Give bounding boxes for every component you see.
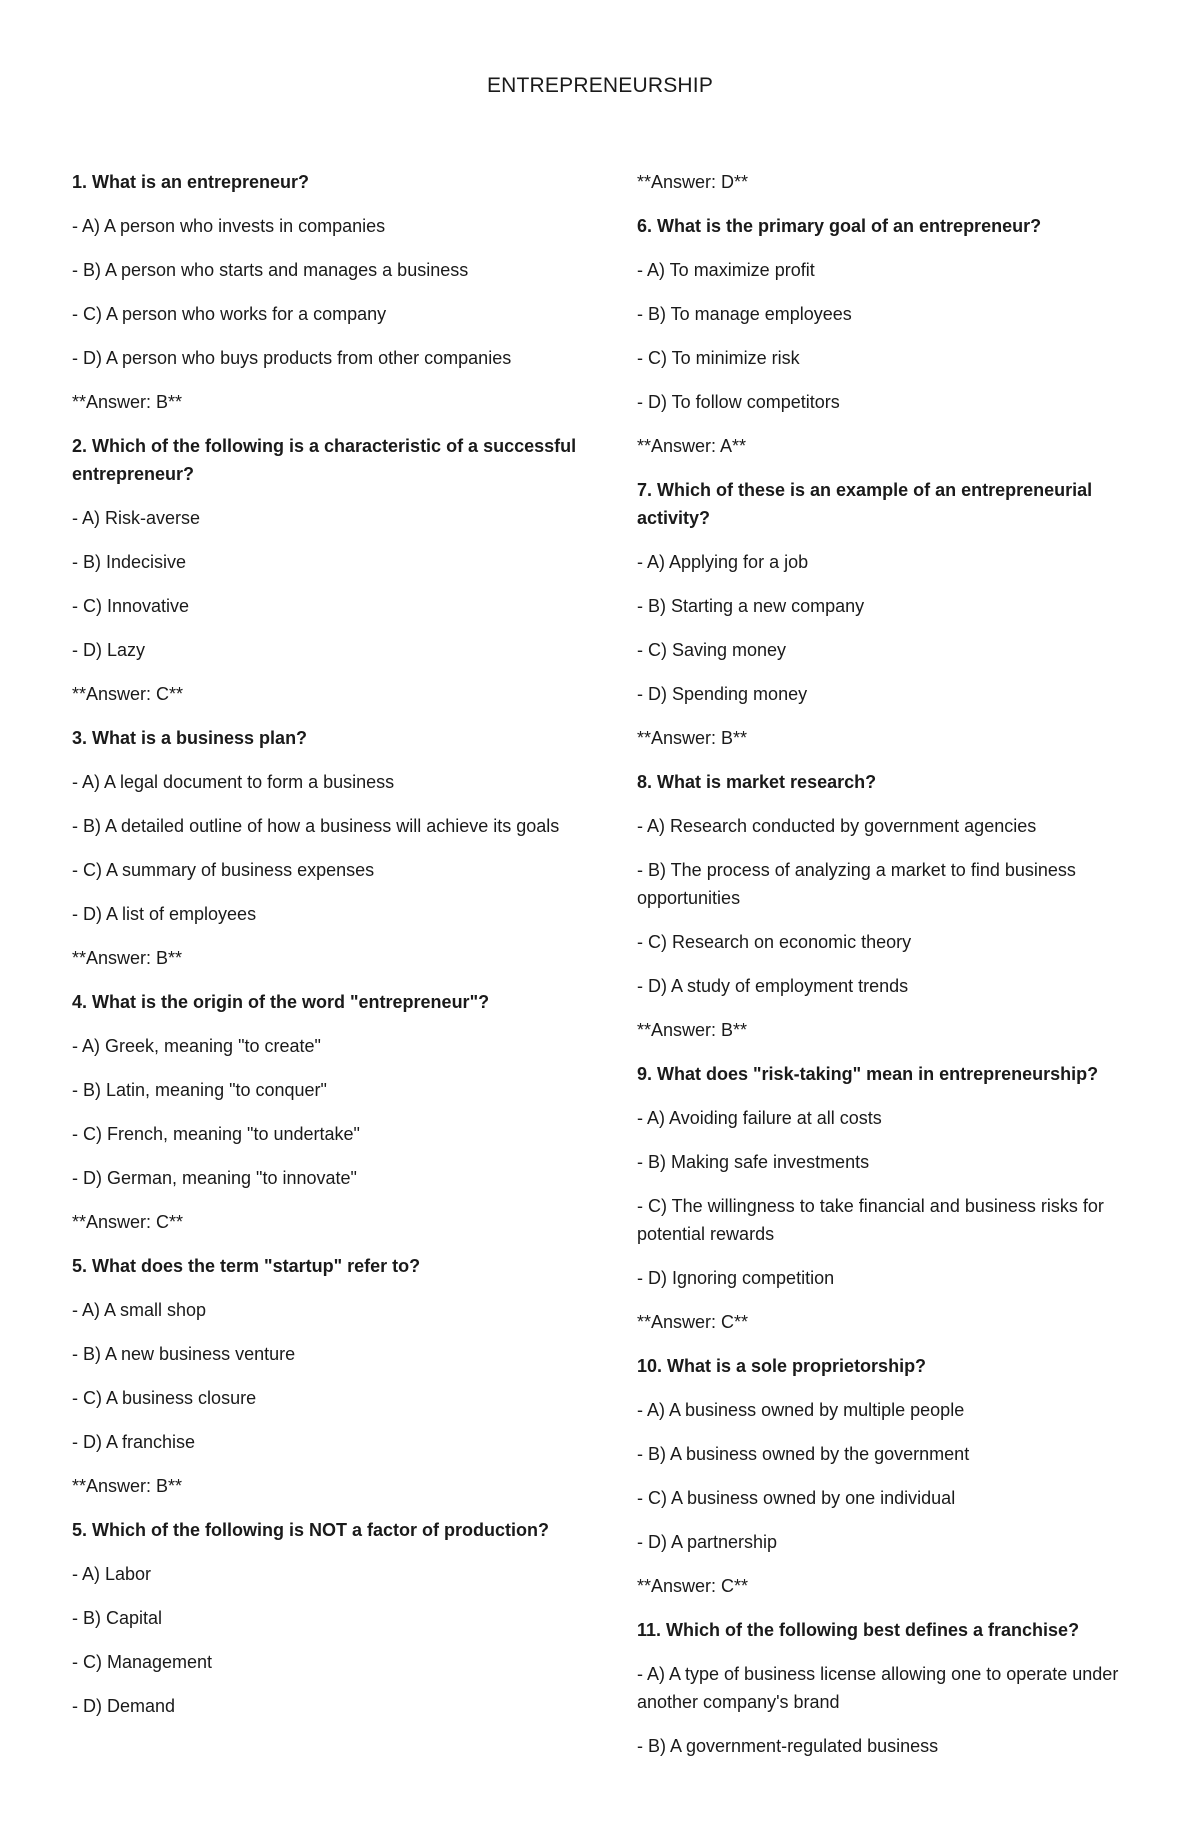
option-line: - B) A detailed outline of how a business will achieve its goals (72, 816, 560, 836)
option-line: - B) Making safe investments (637, 1152, 870, 1172)
option-line: - D) A study of employment trends (637, 976, 909, 996)
option-line: - B) A government-regulated business (637, 1736, 939, 1756)
left-column (72, 168, 582, 1736)
option-line: - A) Greek, meaning "to create" (72, 1036, 321, 1056)
option-line: - D) German, meaning "to innovate" (72, 1168, 357, 1188)
option-line: - B) A business owned by the government (637, 1444, 970, 1464)
right-column (637, 168, 1147, 1776)
option-line: - A) Research conducted by government agencies (637, 816, 1037, 836)
document-title: ENTREPRENEURSHIP (486, 74, 714, 97)
option-line: - B) A new business venture (72, 1344, 296, 1364)
option-line: - B) Latin, meaning "to conquer" (72, 1080, 327, 1100)
option-line: - D) To follow competitors (637, 392, 840, 412)
option-line: - C) A business owned by one individual (637, 1488, 956, 1508)
question-text: 5. What does the term "startup" refer to? (72, 1256, 421, 1276)
option-line: - C) Saving money (637, 640, 787, 660)
option-line: - A) Risk-averse (72, 508, 201, 528)
option-line: - D) A partnership (637, 1532, 778, 1552)
answer-line: **Answer: B** (72, 948, 183, 968)
question-text: 10. What is a sole proprietorship? (637, 1356, 927, 1376)
option-line: - C) To minimize risk (637, 348, 800, 368)
option-line: - A) A type of business license allowing one to operate under another company's brand (637, 1664, 1119, 1712)
option-line: - C) Innovative (72, 596, 190, 616)
question-text: 3. What is a business plan? (72, 728, 308, 748)
option-line: - C) A summary of business expenses (72, 860, 375, 880)
option-line: - C) The willingness to take financial and business risks for potential rewards (637, 1196, 1104, 1244)
question-text: 4. What is the origin of the word "entrepreneur"? (72, 992, 490, 1012)
option-line: - C) French, meaning "to undertake" (72, 1124, 360, 1144)
option-line: - A) Avoiding failure at all costs (637, 1108, 882, 1128)
option-line: - B) Starting a new company (637, 596, 865, 616)
question-text: 6. What is the primary goal of an entrepreneur? (637, 216, 1042, 236)
question-text: 1. What is an entrepreneur? (72, 172, 310, 192)
option-line: - B) A person who starts and manages a business (72, 260, 469, 280)
option-line: - B) To manage employees (637, 304, 852, 324)
option-line: - D) Demand (72, 1696, 176, 1716)
answer-line: **Answer: A** (637, 436, 747, 456)
option-line: - C) A business closure (72, 1388, 257, 1408)
answer-line: **Answer: C** (637, 1312, 749, 1332)
option-line: - D) A list of employees (72, 904, 257, 924)
answer-line: **Answer: B** (637, 728, 748, 748)
option-line: - A) A person who invests in companies (72, 216, 386, 236)
option-line: - C) A person who works for a company (72, 304, 387, 324)
option-line: - C) Research on economic theory (637, 932, 912, 952)
option-line: - A) A business owned by multiple people (637, 1400, 965, 1420)
option-line: - D) Ignoring competition (637, 1268, 835, 1288)
question-text: 7. Which of these is an example of an entrepreneurial activity? (637, 480, 1093, 528)
option-line: - C) Management (72, 1652, 213, 1672)
option-line: - B) The process of analyzing a market to find business opportunities (637, 860, 1076, 908)
option-line: - B) Indecisive (72, 552, 187, 572)
option-line: - A) Labor (72, 1564, 152, 1584)
option-line: - D) A franchise (72, 1432, 196, 1452)
option-line: - A) A small shop (72, 1300, 207, 1320)
answer-line: **Answer: B** (72, 392, 183, 412)
answer-line: **Answer: D** (637, 172, 749, 192)
option-line: - D) A person who buys products from other companies (72, 348, 512, 368)
option-line: - D) Spending money (637, 684, 808, 704)
option-line: - B) Capital (72, 1608, 163, 1628)
answer-line: **Answer: B** (72, 1476, 183, 1496)
answer-line: **Answer: C** (72, 684, 184, 704)
option-line: - A) To maximize profit (637, 260, 815, 280)
question-text: 5. Which of the following is NOT a factor of production? (72, 1520, 549, 1540)
answer-line: **Answer: C** (72, 1212, 184, 1232)
option-line: - D) Lazy (72, 640, 146, 660)
option-line: - A) Applying for a job (637, 552, 809, 572)
question-text: 9. What does "risk-taking" mean in entrepreneurship? (637, 1064, 1099, 1084)
answer-line: **Answer: C** (637, 1576, 749, 1596)
answer-line: **Answer: B** (637, 1020, 748, 1040)
question-text: 8. What is market research? (637, 772, 877, 792)
question-text: 11. Which of the following best defines a franchise? (637, 1620, 1080, 1640)
option-line: - A) A legal document to form a business (72, 772, 395, 792)
question-text: 2. Which of the following is a characteristic of a successful entrepreneur? (72, 436, 577, 484)
